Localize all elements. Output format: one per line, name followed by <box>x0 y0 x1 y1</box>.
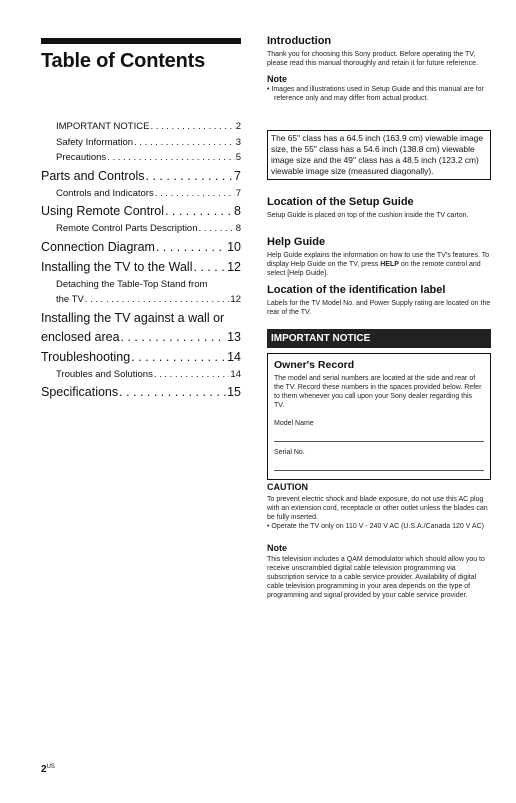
model-name-label: Model Name <box>274 420 314 427</box>
introduction-note-heading: Note <box>267 74 287 84</box>
toc-entry-label: Controls and Indicators <box>56 187 154 199</box>
toc-entry-installing-against-wall[interactable] <box>41 309 241 347</box>
toc-entry-label: Remote Control Parts Description <box>56 223 198 234</box>
id-label-section <box>267 283 491 317</box>
serial-number-label: Serial No. <box>274 449 305 456</box>
help-guide-heading: Help Guide <box>267 236 326 248</box>
toc-entry-specifications[interactable] <box>41 382 241 402</box>
toc-entry-page: 14 <box>230 368 241 380</box>
introduction-section <box>267 34 491 103</box>
toc-entry-page: 14 <box>227 349 241 364</box>
toc-entry-label: Parts and Controls <box>41 168 145 183</box>
toc-entry-installing-tv-wall[interactable] <box>41 257 241 277</box>
toc-entry-label-line2: the TV <box>56 293 84 305</box>
toc-entry-parts-and-controls[interactable] <box>41 166 241 186</box>
setup-guide-heading: Location of the Setup Guide <box>267 196 414 208</box>
toc-entry-using-remote-control[interactable] <box>41 201 241 221</box>
owners-record-box <box>267 353 491 480</box>
toc-entry-safety-information[interactable] <box>41 135 241 151</box>
toc-entry-page: 10 <box>227 239 241 254</box>
serial-number-field[interactable] <box>274 457 484 471</box>
model-name-field[interactable] <box>274 428 484 442</box>
help-button-name: HELP <box>380 261 399 268</box>
toc-entry-label: IMPORTANT NOTICE <box>56 121 150 132</box>
toc-entry-page: 3 <box>235 136 241 148</box>
toc-header-bar <box>41 38 241 44</box>
toc-entry-page: 5 <box>235 152 241 163</box>
toc-entry-page: 12 <box>230 293 241 305</box>
toc-entry-remote-control-parts[interactable] <box>41 221 241 237</box>
toc-entry-precautions[interactable] <box>41 150 241 166</box>
qam-note-text: This television includes a QAM demodulator which should allow you to receive unscrambled digital cable television programming via subscription service to a cable service provider. Availability of digital cable television programming in your area depends on the type of programming and signal provided by your cable service provider. <box>267 556 485 599</box>
toc-entry-detaching-stand[interactable] <box>41 277 241 307</box>
page-number-suffix: US <box>46 764 55 770</box>
caution-bullet: • Operate the TV only on 110 V - 240 V AC (U.S.A./Canada 120 V AC) <box>267 523 484 530</box>
owners-record-text: The model and serial numbers are located at the side and rear of the TV. Record these numbers in the spaces provided below. Refer to them whenever you call upon your Sony dealer regarding this TV. <box>274 375 482 409</box>
important-notice-section <box>267 329 491 480</box>
toc-entry-label: Troubleshooting <box>41 349 131 364</box>
toc-entry-page: 2 <box>235 121 241 132</box>
page-number: $2^{US}$ <box>41 764 55 775</box>
important-notice-bar: IMPORTANT NOTICE <box>267 329 491 348</box>
toc-entry-important-notice[interactable] <box>41 119 241 135</box>
introduction-note-bullet: • Images and illustrations used in Setup Guide and this manual are for reference only and may differ from actual product. <box>267 86 484 102</box>
help-guide-text: Help Guide explains the information on how to use the TV's features. To display Help Guide on the TV, press HELP on the remote control and select [Help Guide]. <box>267 252 490 277</box>
help-guide-section <box>267 235 491 278</box>
toc-entry-label-line2: enclosed area <box>41 329 120 344</box>
toc-entry-label: Precautions <box>56 152 107 163</box>
toc-entry-connection-diagram[interactable] <box>41 237 241 257</box>
qam-note-section <box>267 542 491 600</box>
toc-entry-page: 7 <box>234 168 241 183</box>
introduction-heading: Introduction <box>267 35 332 47</box>
toc-entry-page: 7 <box>235 187 241 199</box>
caution-text: To prevent electric shock and blade exposure, do not use this AC plug with an extension cord, receptacle or other outlet unless the blades can be fully inserted. <box>267 496 488 521</box>
id-label-text: Labels for the TV Model No. and Power Supply rating are located on the rear of the TV. <box>267 300 491 316</box>
toc-entry-label: Specifications <box>41 385 119 399</box>
toc-entry-page: 8 <box>235 223 241 234</box>
toc-entry-label: Safety Information <box>56 136 134 148</box>
toc-title: Table of Contents <box>41 50 206 72</box>
table-of-contents <box>41 119 241 402</box>
toc-entry-label: Installing the TV to the Wall <box>41 259 193 274</box>
toc-entry-troubles-and-solutions[interactable] <box>41 367 241 383</box>
toc-entry-label-line1: Detaching the Table-Top Stand from <box>56 278 208 290</box>
screen-size-note-box: The 65" class has a 64.5 inch (163.9 cm) viewable image size, the 55" class has a 54.6 inch (138.8 cm) viewable image size and the 49" class has a 48.5 inch (123.2 cm) viewable image size (measured diagonally). <box>267 130 491 180</box>
toc-entry-page: 13 <box>227 329 241 344</box>
caution-section <box>267 481 491 531</box>
caution-heading: CAUTION <box>267 482 308 492</box>
owners-record-title: Owner's Record <box>274 359 355 371</box>
introduction-text: Thank you for choosing this Sony product. Before operating the TV, please read this manual thoroughly and retain it for future reference. <box>267 51 478 67</box>
setup-guide-section <box>267 195 491 220</box>
toc-entry-page: 8 <box>234 204 241 218</box>
setup-guide-text: Setup Guide is placed on top of the cushion inside the TV carton. <box>267 212 469 219</box>
toc-entry-page: 12 <box>227 259 241 274</box>
toc-entry-label-line1: Installing the TV against a wall or <box>41 310 225 325</box>
toc-entry-page: 15 <box>227 385 241 399</box>
toc-entry-label: Connection Diagram <box>41 239 155 254</box>
id-label-heading: Location of the identification label <box>267 284 446 296</box>
toc-entry-troubleshooting[interactable] <box>41 347 241 367</box>
toc-entry-label: Using Remote Control <box>41 204 164 218</box>
qam-note-heading: Note <box>267 543 287 553</box>
toc-entry-controls-and-indicators[interactable] <box>41 186 241 202</box>
toc-entry-label: Troubles and Solutions <box>56 368 153 380</box>
